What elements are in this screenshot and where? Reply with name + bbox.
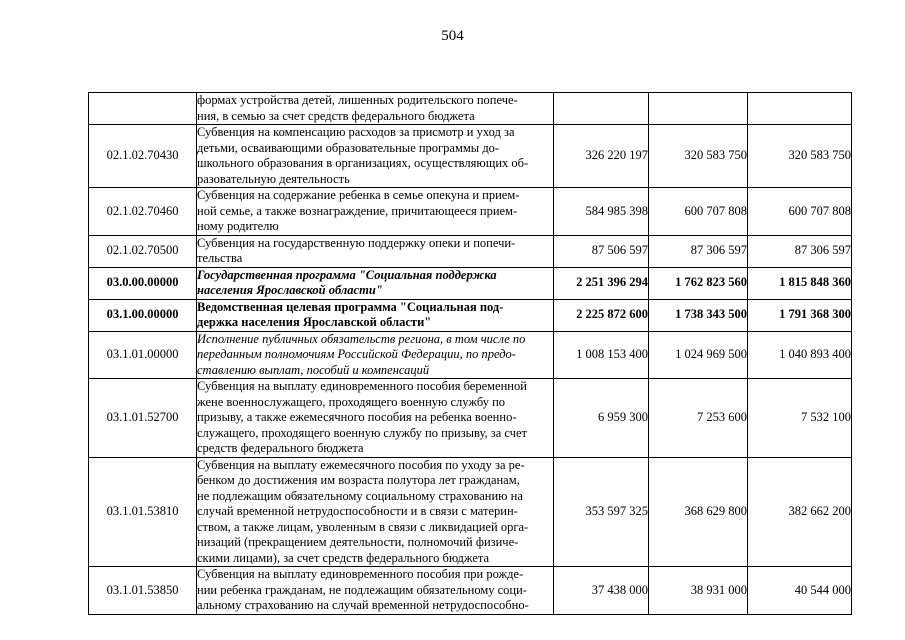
table-row — [89, 457, 852, 567]
table-row — [89, 93, 852, 125]
row-name: Субвенция на государственную поддержку опеки и попечи- тельства — [197, 235, 554, 267]
row-code: 03.1.00.00000 — [89, 299, 197, 331]
budget-table — [88, 92, 852, 615]
row-name: формах устройства детей, лишенных родительского попече- ния, в семью за счет средств федерального бюджета — [197, 93, 554, 125]
row-code: 02.1.02.70460 — [89, 188, 197, 236]
row-code: 03.1.01.00000 — [89, 331, 197, 379]
row-code — [89, 93, 197, 125]
value-2026: 1 791 368 300 — [748, 299, 852, 331]
value-2024: 584 985 398 — [554, 188, 649, 236]
table-row — [89, 299, 852, 331]
value-2024: 2 251 396 294 — [554, 267, 649, 299]
row-code: 02.1.02.70500 — [89, 235, 197, 267]
row-name: Субвенция на содержание ребенка в семье опекуна и прием- ной семье, а также вознаграждение, причитающееся прием- ному родителю — [197, 188, 554, 236]
table-row — [89, 331, 852, 379]
value-2025: 1 024 969 500 — [649, 331, 748, 379]
row-name: Субвенция на выплату ежемесячного пособия по уходу за ре- бенком до достижения им возраста полутора лет гражданам, не подлежащим обязательному социальному страхованию на случай временной нетрудоспособности и в связи с материн- ством, а также лицам, уволенным в связи с ликвидацией орга- низаций (прекращением деятельности, полномочий физиче- скими лицами), за счет средств федерального бюджета — [197, 457, 554, 567]
value-2026: 382 662 200 — [748, 457, 852, 567]
table-row — [89, 567, 852, 615]
table-row — [89, 125, 852, 188]
value-2026: 1 815 848 360 — [748, 267, 852, 299]
value-2025 — [649, 93, 748, 125]
row-name: Субвенция на выплату единовременного пособия при рожде- нии ребенка гражданам, не подлежащим обязательному соци- альному страхованию на случай временной нетрудоспособно- — [197, 567, 554, 615]
value-2026 — [748, 93, 852, 125]
value-2024: 1 008 153 400 — [554, 331, 649, 379]
value-2026: 600 707 808 — [748, 188, 852, 236]
value-2026: 87 306 597 — [748, 235, 852, 267]
value-2024: 6 959 300 — [554, 379, 649, 458]
value-2024: 326 220 197 — [554, 125, 649, 188]
value-2024 — [554, 93, 649, 125]
value-2026: 40 544 000 — [748, 567, 852, 615]
value-2026: 320 583 750 — [748, 125, 852, 188]
value-2025: 1 738 343 500 — [649, 299, 748, 331]
value-2025: 7 253 600 — [649, 379, 748, 458]
value-2025: 320 583 750 — [649, 125, 748, 188]
row-code: 03.0.00.00000 — [89, 267, 197, 299]
page-number: 504 — [441, 28, 464, 44]
row-code: 03.1.01.52700 — [89, 379, 197, 458]
table-row — [89, 267, 852, 299]
row-code: 03.1.01.53810 — [89, 457, 197, 567]
table-row — [89, 379, 852, 458]
row-code: 03.1.01.53850 — [89, 567, 197, 615]
value-2025: 38 931 000 — [649, 567, 748, 615]
value-2025: 368 629 800 — [649, 457, 748, 567]
value-2024: 2 225 872 600 — [554, 299, 649, 331]
row-name: Субвенция на компенсацию расходов за присмотр и уход за детьми, осваивающими образовательные программы до- школьного образования в организациях, осуществляющих об- разовательную деятельность — [197, 125, 554, 188]
value-2024: 87 506 597 — [554, 235, 649, 267]
value-2025: 600 707 808 — [649, 188, 748, 236]
row-name: Ведомственная целевая программа "Социальная под- держка населения Ярославской области" — [197, 299, 554, 331]
row-code: 02.1.02.70430 — [89, 125, 197, 188]
row-name: Государственная программа "Социальная поддержка населения Ярославской области" — [197, 267, 554, 299]
value-2024: 37 438 000 — [554, 567, 649, 615]
table-row — [89, 235, 852, 267]
value-2024: 353 597 325 — [554, 457, 649, 567]
table-row — [89, 188, 852, 236]
value-2026: 1 040 893 400 — [748, 331, 852, 379]
value-2025: 87 306 597 — [649, 235, 748, 267]
value-2025: 1 762 823 560 — [649, 267, 748, 299]
value-2026: 7 532 100 — [748, 379, 852, 458]
row-name: Исполнение публичных обязательств региона, в том числе по переданным полномочиям Российской Федерации, по предо- ставлению выплат, пособий и компенсаций — [197, 331, 554, 379]
row-name: Субвенция на выплату единовременного пособия беременной жене военнослужащего, проходящего военную службу по призыву, а также ежемесячного пособия на ребенка военно- служащего, проходящего военную службу по призыву, за счет средств федерального бюджета — [197, 379, 554, 458]
